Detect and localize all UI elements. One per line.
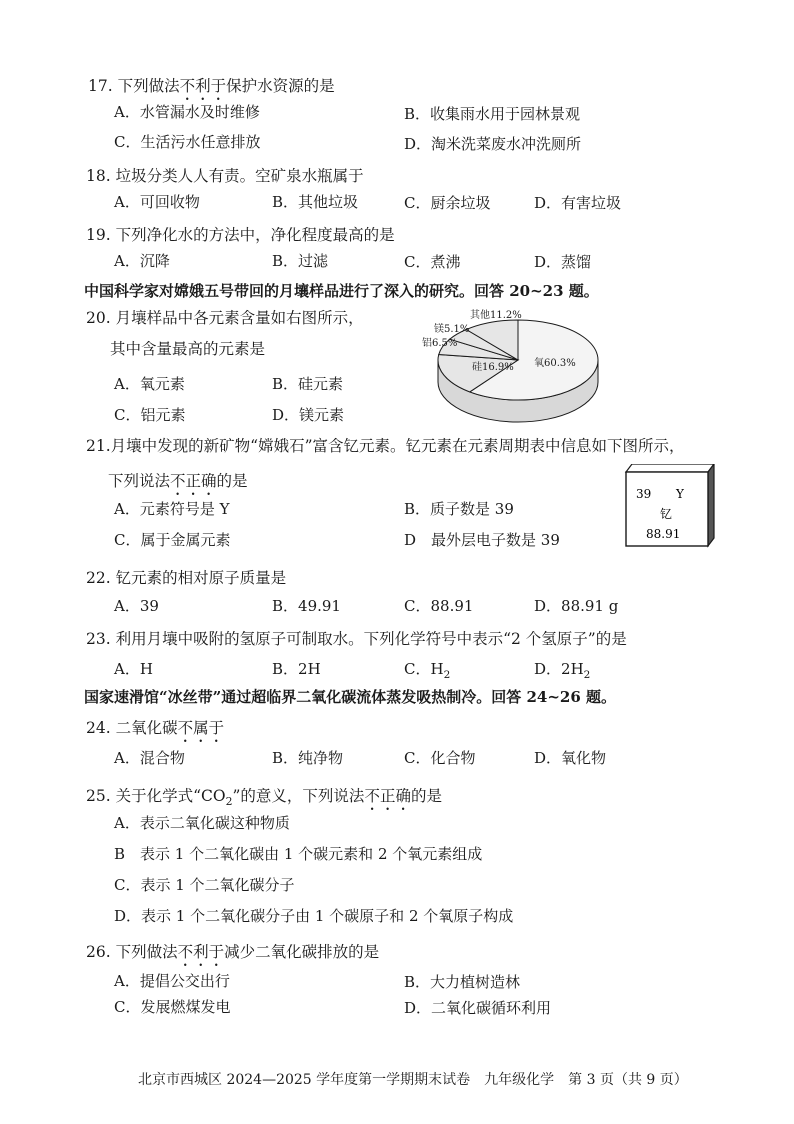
pie-label-5: 其他11.2% xyxy=(470,310,522,321)
q24-option-c[interactable]: C．化合物 xyxy=(404,749,476,767)
q20-option-d[interactable]: D．镁元素 xyxy=(272,406,345,424)
q26-option-d[interactable]: D．二氧化碳循环利用 xyxy=(404,999,552,1017)
q18-option-c[interactable]: C．厨余垃圾 xyxy=(404,194,491,212)
q22-option-d[interactable]: D．88.91 g xyxy=(534,597,619,615)
yttrium-element-card xyxy=(624,464,716,548)
q20-option-a[interactable]: A．氧元素 xyxy=(114,375,185,393)
question-23-stem: 23. 利用月壤中吸附的氢原子可制取水。下列化学符号中表示“2 个氢原子”的是 xyxy=(86,630,627,648)
q26-option-a[interactable]: A．提倡公交出行 xyxy=(114,972,230,990)
question-22-stem: 22. 钇元素的相对原子质量是 xyxy=(86,569,287,587)
question-17-stem: 17. 下列做法不利于保护水资源的是 xyxy=(88,77,335,95)
question-21-stem-line2: 下列说法不正确的是 xyxy=(108,472,248,490)
q25-option-c[interactable]: C．表示 1 个二氧化碳分子 xyxy=(114,876,295,894)
element-symbol: Y xyxy=(676,487,684,501)
q17-option-a[interactable]: A．水管漏水及时维修 xyxy=(114,103,260,121)
question-26-stem: 26. 下列做法不利于减少二氧化碳排放的是 xyxy=(86,943,380,961)
element-name: 钇 xyxy=(660,507,673,521)
element-atomic-number: 39 xyxy=(636,487,652,501)
q25-option-b[interactable]: B 表示 1 个二氧化碳由 1 个碳元素和 2 个氧元素组成 xyxy=(114,845,483,863)
question-24-stem: 24. 二氧化碳不属于 xyxy=(86,719,225,737)
q21-option-b[interactable]: B．质子数是 39 xyxy=(404,500,514,518)
q23-option-d[interactable]: D．$2H_2$ xyxy=(534,660,591,681)
moon-soil-pie-chart xyxy=(400,300,636,430)
q18-option-b[interactable]: B．其他垃圾 xyxy=(272,193,359,211)
q21-option-a[interactable]: A．元素符号是 Y xyxy=(114,500,230,518)
context-moon-soil: 中国科学家对嫦娥五号带回的月壤样品进行了深入的研究。回答 20~23 题。 xyxy=(84,282,599,300)
q18-option-d[interactable]: D．有害垃圾 xyxy=(534,194,622,212)
q25-option-d[interactable]: D．表示 1 个二氧化碳分子由 1 个碳原子和 2 个氧原子构成 xyxy=(114,907,514,925)
q24-option-d[interactable]: D．氧化物 xyxy=(534,749,607,767)
pie-label-1: 氧60.3% xyxy=(534,358,576,369)
q22-option-b[interactable]: B．49.91 xyxy=(272,597,341,615)
context-ice-ribbon: 国家速滑馆“冰丝带”通过超临界二氧化碳流体蒸发吸热制冷。回答 24~26 题。 xyxy=(84,688,617,706)
q25-option-a[interactable]: A．表示二氧化碳这种物质 xyxy=(114,814,290,832)
q19-option-a[interactable]: A．沉降 xyxy=(114,252,170,270)
q18-option-a[interactable]: A．可回收物 xyxy=(114,193,200,211)
q23-option-c[interactable]: C．$H_2$ xyxy=(404,660,451,681)
pie-label-2: 硅16.9% xyxy=(472,362,514,373)
q26-option-b[interactable]: B．大力植树造林 xyxy=(404,973,521,991)
q17-option-d[interactable]: D．淘米洗菜废水冲洗厕所 xyxy=(404,135,582,153)
page-footer: 北京市西城区 2024—2025 学年度第一学期期末试卷 九年级化学 第 3 页（共 9 页） xyxy=(138,1072,688,1088)
q21-option-c[interactable]: C．属于金属元素 xyxy=(114,531,231,549)
q22-option-c[interactable]: C．88.91 xyxy=(404,597,474,615)
pie-label-4: 镁5.1% xyxy=(434,324,470,335)
q20-option-b[interactable]: B．硅元素 xyxy=(272,375,344,393)
element-mass: 88.91 xyxy=(646,527,681,541)
q23-option-b[interactable]: B．2H xyxy=(272,660,321,678)
question-25-stem: 25. 关于化学式“$CO_2$”的意义，下列说法不正确的是 xyxy=(86,787,442,809)
q19-option-c[interactable]: C．煮沸 xyxy=(404,253,461,271)
q22-option-a[interactable]: A．39 xyxy=(114,597,159,615)
q24-option-a[interactable]: A．混合物 xyxy=(114,749,185,767)
pie-label-3: 铝6.5% xyxy=(422,338,458,349)
question-18-stem: 18. 垃圾分类人人有责。空矿泉水瓶属于 xyxy=(86,167,364,185)
q20-option-c[interactable]: C．铝元素 xyxy=(114,406,186,424)
question-19-stem: 19. 下列净化水的方法中，净化程度最高的是 xyxy=(86,226,395,244)
q23-option-a[interactable]: A．H xyxy=(114,660,153,678)
question-20-stem-line2: 其中含量最高的元素是 xyxy=(110,340,266,358)
q24-option-b[interactable]: B．纯净物 xyxy=(272,749,344,767)
q17-option-c[interactable]: C．生活污水任意排放 xyxy=(114,133,261,151)
question-20-stem: 20. 月壤样品中各元素含量如右图所示， xyxy=(86,309,364,327)
q21-option-d[interactable]: D 最外层电子数是 39 xyxy=(404,531,560,549)
q17-option-b[interactable]: B．收集雨水用于园林景观 xyxy=(404,105,581,123)
q26-option-c[interactable]: C．发展燃煤发电 xyxy=(114,998,231,1016)
q19-option-d[interactable]: D．蒸馏 xyxy=(534,253,592,271)
question-21-stem: 21.月壤中发现的新矿物“嫦娥石”富含钇元素。钇元素在元素周期表中信息如下图所示， xyxy=(86,437,685,455)
q19-option-b[interactable]: B．过滤 xyxy=(272,252,329,270)
